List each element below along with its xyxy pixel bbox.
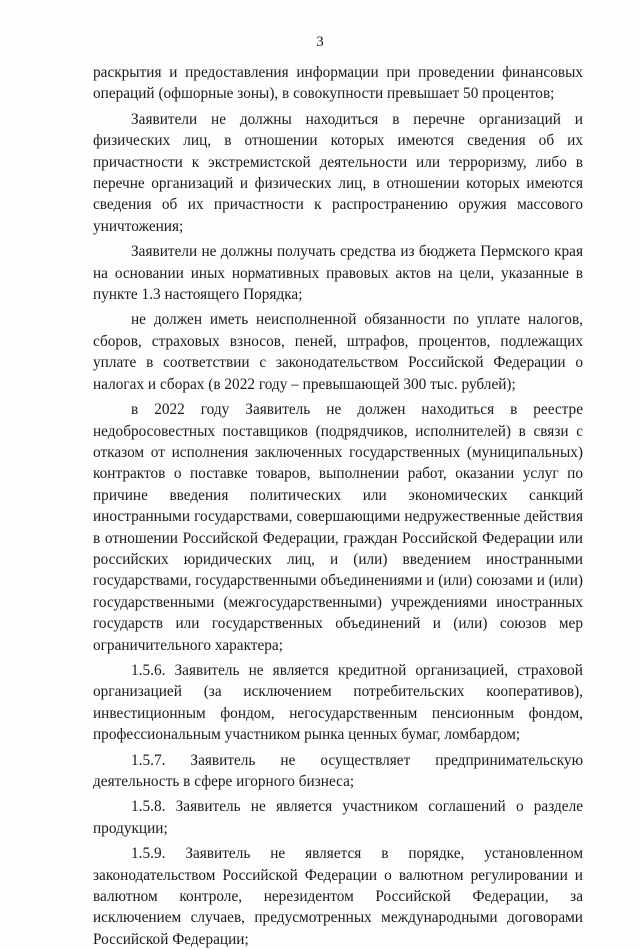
paragraph: Заявители не должны находиться в перечне организаций и физических лиц, в отношении которых имеются сведения об их причастности к экстремистской деятельности или терроризму, либо в перечне организаций и физических лиц, в отношении которых имеются сведения об их причастности к распространению оружия массового уничтожения;: [93, 110, 583, 235]
paragraph: 1.5.7. Заявитель не осуществляет предпринимательскую деятельность в сфере игорного бизнеса;: [93, 751, 583, 790]
page-number: 3: [316, 34, 324, 50]
paragraph: в 2022 году Заявитель не должен находиться в реестре недобросовестных поставщиков (подрядчиков, исполнителей) в связи с отказом от исполнения заключенных государственных (муниципальных) контрактов о поставке товаров, выполнении работ, оказании услуг по причине введения политических или экономических санкций иностранными государствами, совершающими недружественные действия в отношении Российской Федерации, граждан Российской Федерации или российских юридических лиц, и (или) введением иностранными государствами, государственными объединениями и (или) союзами и (или) государственными (межгосударственными) учреждениями иностранных государств или государственных объединений и (или) союзов мер ограничительного характера;: [93, 401, 583, 654]
paragraph: 1.5.9. Заявитель не является в порядке, установленном законодательством Российской Федерации о валютном регулировании и валютном контроле, нерезидентом Российской Федерации, за исключением случаев, предусмотренных международными договорами Российской Федерации;: [93, 845, 583, 948]
document-body: [93, 62, 583, 950]
paragraph: раскрытия и предоставления информации при проведении финансовых операций (офшорные зоны), в совокупности превышает 50 процентов;: [93, 64, 583, 103]
paragraph: 1.5.8. Заявитель не является участником соглашений о разделе продукции;: [93, 798, 583, 837]
paragraph: Заявители не должны получать средства из бюджета Пермского края на основании иных нормативных правовых актов на цели, указанные в пункте 1.3 настоящего Порядка;: [93, 243, 583, 304]
paragraph: 1.5.6. Заявитель не является кредитной организацией, страховой организацией (за исключением потребительских кооперативов), инвестиционным фондом, негосударственным пенсионным фондом, профессиональным участником рынка ценных бумаг, ломбардом;: [93, 661, 583, 744]
paragraph: не должен иметь неисполненной обязанности по уплате налогов, сборов, страховых взносов, пеней, штрафов, процентов, подлежащих уплате в соответствии с законодательством Российской Федерации о налогах и сборах (в 2022 году – превышающей 300 тыс. рублей);: [93, 311, 583, 393]
